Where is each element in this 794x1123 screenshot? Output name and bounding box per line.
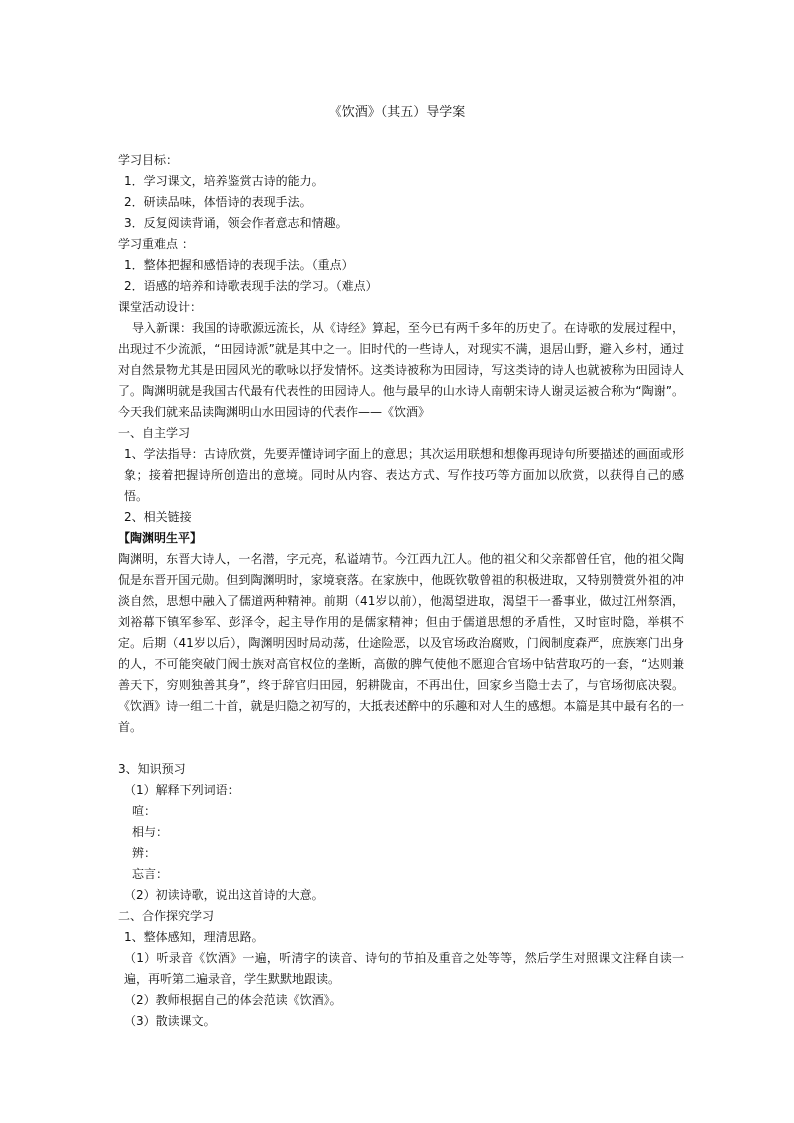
step-item: （1）听录音《饮酒》一遍，听清字的读音、诗句的节拍及重音之处等等，然后学生对照课文注释自读一遍，再听第二遍录音，学生默默地跟读。 — [124, 951, 684, 986]
links-heading: 2、相关链接 — [124, 510, 192, 524]
objectives-heading: 学习目标： — [118, 153, 179, 167]
preview-heading: 3、知识预习 — [118, 762, 186, 776]
section1-heading: 一、自主学习 — [118, 426, 191, 440]
activity-heading: 课堂活动设计： — [118, 300, 203, 314]
step-item: （2）教师根据自己的体会范读《饮酒》。 — [124, 993, 342, 1007]
bio-paragraph: 陶渊明，东晋大诗人，一名潜，字元亮，私谥靖节。今江西九江人。他的祖父和父亲都曾任官，他的祖父陶侃是东晋开国元勋。但到陶渊明时，家境衰落。在家族中，他既钦敬曾祖的积极进取，又特别赞赏外祖的冲淡自然，思想中融入了儒道两种精神。前期（41岁以前），他渴望进取，渴望干一番事业，做过江州祭酒，刘裕幕下镇军参军、彭泽令，起主导作用的是儒家精神；但由于儒道思想的矛盾性，又时宦时隐，举棋不定。后期（41岁以后），陶渊明因时局动荡，仕途险恶，以及官场政治腐败，门阀制度森严，庶族寒门出身的人，不可能突破门阀士族对高官权位的垄断，高傲的脾气使他不愿迎合官场中钻营取巧的一套，“达则兼善天下，穷则独善其身”，终于辞官归田园，躬耕陇亩，不再出仕，回家乡当隐士去了，与官场彻底决裂。《饮酒》诗一组二十首，就是归隐之初写的，大抵表述醉中的乐趣和对人生的感想。本篇是其中最有名的一首。 — [118, 552, 684, 734]
method-paragraph: 1、学法指导：古诗欣赏，先要弄懂诗词字面上的意思；其次运用联想和想像再现诗句所要描述的画面或形象；接着把握诗所创造出的意境。同时从内容、表达方式、写作技巧等方面加以欣赏，以获得自己的感悟。 — [124, 447, 684, 503]
page-title: 《饮酒》（其五）导学案 — [328, 105, 466, 120]
objective-item: 2．研读品味，体悟诗的表现手法。 — [124, 195, 312, 209]
section2-heading: 二、合作探究学习 — [118, 909, 215, 923]
overview-heading: 1、整体感知，理清思路。 — [124, 930, 264, 944]
bio-heading: 【陶渊明生平】 — [118, 531, 203, 545]
explain-prompt: （1）解释下列词语： — [124, 783, 240, 797]
document-body — [118, 150, 684, 1032]
spacer — [118, 738, 684, 759]
objective-item: 3．反复阅读背诵，领会作者意志和情趣。 — [124, 216, 348, 230]
term-item: 辨： — [132, 846, 157, 860]
key-points-heading: 学习重难点 ： — [118, 237, 194, 251]
term-item: 相与： — [132, 825, 169, 839]
key-point-item: 2．语感的培养和诗歌表现手法的学习。（难点） — [124, 279, 378, 293]
term-item: 喧： — [132, 804, 157, 818]
objective-item: 1．学习课文，培养鉴赏古诗的能力。 — [124, 174, 324, 188]
first-read-prompt: （2）初读诗歌，说出这首诗的大意。 — [124, 888, 324, 902]
step-item: （3）散读课文。 — [124, 1014, 216, 1028]
intro-paragraph: 导入新课：我国的诗歌源远流长，从《诗经》算起，至今已有两千多年的历史了。在诗歌的发展过程中，出现过不少流派，“田园诗派”就是其中之一。旧时代的一些诗人，对现实不满，退居山野，避入乡村，通过对自然景物尤其是田园风光的歌咏以抒发情怀。这类诗被称为田园诗，写这类诗的诗人也就被称为田园诗人了。陶渊明就是我国古代最有代表性的田园诗人。他与最早的山水诗人南朝宋诗人谢灵运被合称为“陶谢”。今天我们就来品读陶渊明山水田园诗的代表作——《饮酒》 — [118, 321, 685, 419]
term-item: 忘言： — [132, 867, 169, 881]
key-point-item: 1．整体把握和感悟诗的表现手法。（重点） — [124, 258, 354, 272]
